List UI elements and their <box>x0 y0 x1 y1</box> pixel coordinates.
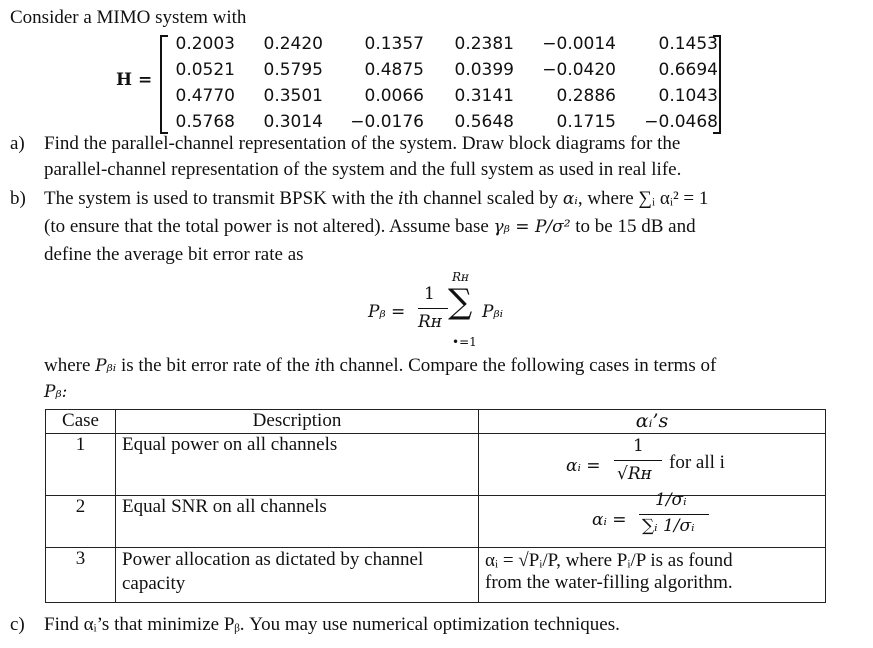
matrix-cell: −0.0014 <box>542 34 616 54</box>
part-a-line1: Find the parallel-channel representation of the system. Draw block diagrams for the <box>44 133 681 154</box>
matrix-cell: 0.2420 <box>263 34 323 54</box>
alpha-post: for all i <box>669 452 725 473</box>
case-number: 3 <box>46 548 116 603</box>
cases-table <box>45 409 826 603</box>
case-number: 2 <box>46 496 116 548</box>
alpha-line: from the water-filling algorithm. <box>485 572 733 593</box>
matrix-cell: 0.5795 <box>263 60 323 80</box>
matrix-cell: 0.5768 <box>175 112 235 132</box>
matrix-cell: 0.3141 <box>454 86 514 106</box>
table-row <box>46 434 826 496</box>
part-c-marker: c) <box>10 614 25 635</box>
alpha-den: √Rʜ <box>617 464 652 484</box>
case-description: Equal SNR on all channels <box>116 496 479 548</box>
table-row <box>46 496 826 548</box>
matrix-cell: 0.2003 <box>175 34 235 54</box>
intro-text: Consider a MIMO system with <box>10 7 247 28</box>
description-line: capacity <box>122 573 186 594</box>
header-alphas: αᵢ’s <box>479 410 826 434</box>
matrix-cell: 0.1357 <box>364 34 424 54</box>
matrix-label: H = <box>116 70 153 90</box>
alpha-den: ∑ᵢ 1/σᵢ <box>642 516 695 536</box>
matrix-cell: 0.1453 <box>658 34 718 54</box>
matrix-cell: 0.0399 <box>454 60 514 80</box>
table-header-row <box>46 410 826 434</box>
case-alpha <box>479 490 826 548</box>
formula-den: Rʜ <box>418 312 443 332</box>
matrix-cell: −0.0176 <box>350 112 424 132</box>
formula-sum-top: Rʜ <box>452 270 470 284</box>
part-a-line2: parallel-channel representation of the system and the full system as used in real life. <box>44 159 682 180</box>
case-number: 1 <box>46 434 116 496</box>
matrix-cell: 0.4770 <box>175 86 235 106</box>
alpha-lhs: αᵢ = <box>592 510 627 530</box>
matrix-cell: −0.0420 <box>542 60 616 80</box>
part-b-line2: (to ensure that the total power is not altered). Assume base γᵦ = P/σ² to be 15 dB and <box>44 216 696 237</box>
case-alpha <box>479 548 826 603</box>
formula-lhs: Pᵦ = <box>368 302 406 322</box>
formula-frac-line <box>418 308 448 309</box>
formula-term: Pᵦᵢ <box>482 302 504 322</box>
matrix-cell: 0.1715 <box>556 112 616 132</box>
formula-sum-bottom: •=1 <box>452 335 477 349</box>
alpha-line: αᵢ = √Pᵢ/P, where Pᵢ/P is as found <box>485 550 733 571</box>
matrix-cell: −0.0468 <box>644 112 718 132</box>
case-description <box>116 548 479 603</box>
matrix-cell: 0.5648 <box>454 112 514 132</box>
table-row <box>46 548 826 603</box>
part-b-line1: The system is used to transmit BPSK with the ith channel scaled by αᵢ, where ∑ᵢ αᵢ² = 1 <box>44 188 709 209</box>
alpha-frac-line <box>614 460 662 461</box>
alpha-num: 1 <box>633 436 644 456</box>
matrix-cell: 0.1043 <box>658 86 718 106</box>
matrix-cell: 0.3014 <box>263 112 323 132</box>
matrix-cell: 0.0066 <box>364 86 424 106</box>
part-b-marker: b) <box>10 188 26 209</box>
part-c-text: Find αᵢ’s that minimize Pᵦ. You may use numerical optimization techniques. <box>44 614 620 635</box>
matrix-cell: 0.3501 <box>263 86 323 106</box>
description-line: Power allocation as dictated by channel <box>122 549 424 570</box>
matrix-cell: 0.2886 <box>556 86 616 106</box>
header-case: Case <box>46 410 116 434</box>
where-line2: Pᵦ: <box>44 382 68 402</box>
matrix-cell: 0.4875 <box>364 60 424 80</box>
where-line1: where Pᵦᵢ is the bit error rate of the ith channel. Compare the following cases in terms of <box>44 355 717 376</box>
part-b-line3: define the average bit error rate as <box>44 244 304 265</box>
case-description: Equal power on all channels <box>116 434 479 496</box>
matrix-cell: 0.0521 <box>175 60 235 80</box>
formula-num: 1 <box>424 284 435 304</box>
part-a-marker: a) <box>10 133 25 154</box>
formula-sum: ∑ <box>448 282 473 322</box>
alpha-frac-line <box>639 514 709 515</box>
header-description: Description <box>116 410 479 434</box>
case-alpha <box>479 434 826 496</box>
alpha-num: 1/σᵢ <box>655 490 687 510</box>
matrix-cell: 0.6694 <box>658 60 718 80</box>
alpha-lhs: αᵢ = <box>566 456 601 476</box>
matrix-cell: 0.2381 <box>454 34 514 54</box>
